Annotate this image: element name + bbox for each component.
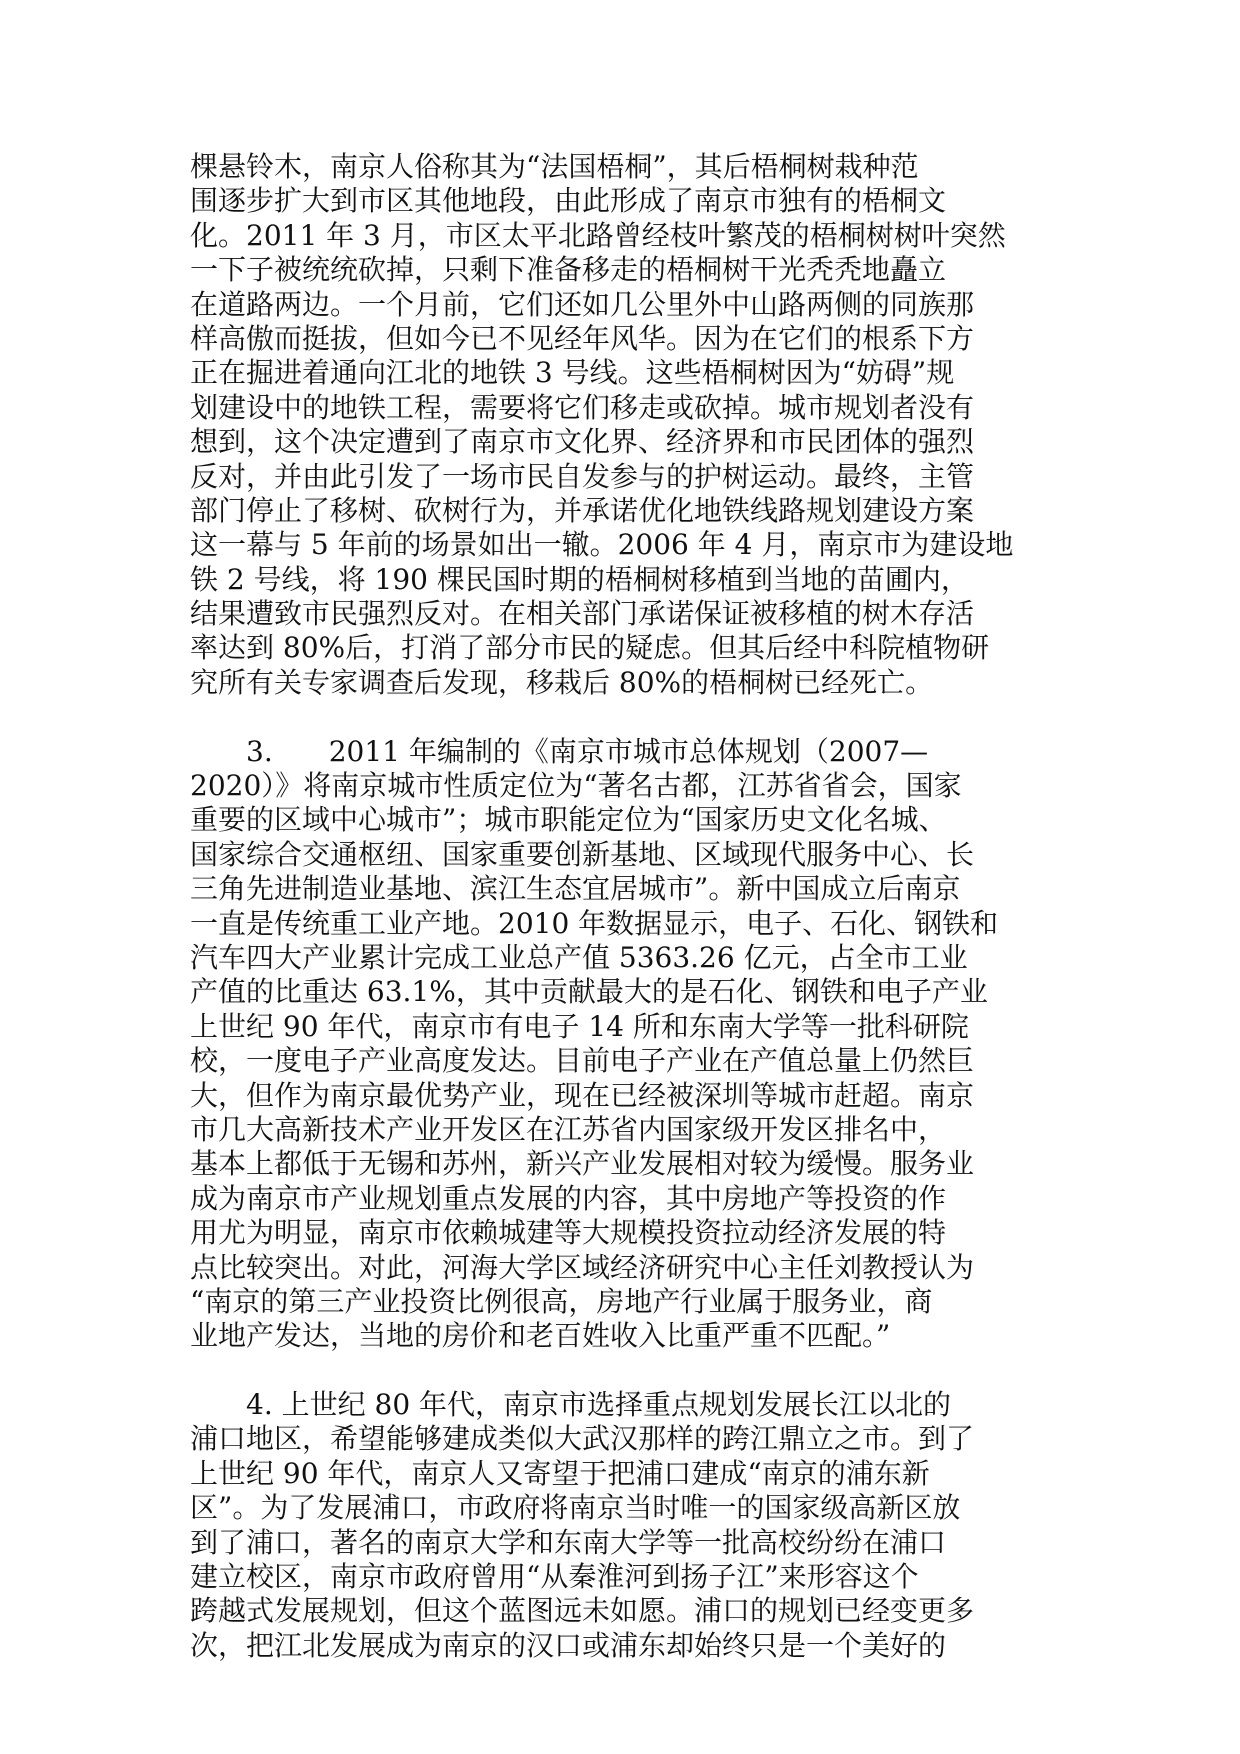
text-line: 上世纪 90 年代，南京市有电子 14 所和东南大学等一批科研院 [190, 1009, 969, 1043]
text-line: 想到，这个决定遭到了南京市文化界、经济界和市民团体的强烈 [190, 425, 975, 459]
text-line: “南京的第三产业投资比例很高，房地产行业属于服务业，商 [190, 1284, 933, 1318]
text-line: 三角先进制造业基地、滨江生态宜居城市”。新中国成立后南京 [190, 872, 961, 906]
text-line: 一下子被统统砍掉，只剩下准备移走的梧桐树干光秃秃地矗立 [190, 253, 947, 287]
text-line: 究所有关专家调查后发现，移栽后 80%的梧桐树已经死亡。 [190, 665, 934, 699]
text-line: 这一幕与 5 年前的场景如出一辙。2006 年 4 月，南京市为建设地 [190, 528, 1014, 562]
text-line: 正在掘进着通向江北的地铁 3 号线。这些梧桐树因为“妨碍”规 [190, 356, 955, 390]
text-line: 4. 上世纪 80 年代，南京市选择重点规划发展长江以北的 [190, 1388, 952, 1422]
text-line: 浦口地区，希望能够建成类似大武汉那样的跨江鼎立之市。到了 [190, 1422, 975, 1456]
text-line: 率达到 80%后，打消了部分市民的疑虑。但其后经中科院植物研 [190, 631, 990, 665]
text-line: 结果遭致市民强烈反对。在相关部门承诺保证被移植的树木存活 [190, 597, 975, 631]
text-line: 业地产发达，当地的房价和老百姓收入比重严重不匹配。” [190, 1319, 891, 1353]
paragraph-spacer [190, 1354, 1070, 1388]
text-line: 用尤为明显，南京市依赖城建等大规模投资拉动经济发展的特 [190, 1216, 947, 1250]
paragraph-2 [190, 735, 1070, 1354]
text-line: 铁 2 号线，将 190 棵民国时期的梧桐树移植到当地的苗圃内， [190, 562, 969, 596]
text-line: 建立校区，南京市政府曾用“从秦淮河到扬子江”来形容这个 [190, 1560, 919, 1594]
text-line: 化。2011 年 3 月，市区太平北路曾经枝叶繁茂的梧桐树树叶突然 [190, 218, 1006, 252]
text-line: 校，一度电子产业高度发达。目前电子产业在产值总量上仍然巨 [190, 1044, 975, 1078]
text-line: 围逐步扩大到市区其他地段，由此形成了南京市独有的梧桐文 [190, 184, 947, 218]
text-line: 成为南京市产业规划重点发展的内容，其中房地产等投资的作 [190, 1181, 947, 1215]
text-line: 样高傲而挺拔，但如今已不见经年风华。因为在它们的根系下方 [190, 321, 975, 355]
text-line: 重要的区域中心城市”；城市职能定位为“国家历史文化名城、 [190, 803, 947, 837]
text-line: 部门停止了移树、砍树行为，并承诺优化地铁线路规划建设方案 [190, 493, 975, 527]
text-line: 反对，并由此引发了一场市民自发参与的护树运动。最终，主管 [190, 459, 975, 493]
text-line: 点比较突出。对此，河海大学区域经济研究中心主任刘教授认为 [190, 1250, 975, 1284]
text-line: 上世纪 90 年代，南京人又寄望于把浦口建成“南京的浦东新 [190, 1456, 930, 1490]
paragraph-1 [190, 150, 1070, 700]
text-line: 国家综合交通枢纽、国家重要创新基地、区域现代服务中心、长 [190, 837, 975, 871]
text-line: 划建设中的地铁工程，需要将它们移走或砍掉。城市规划者没有 [190, 390, 975, 424]
text-line: 市几大高新技术产业开发区在江苏省内国家级开发区排名中， [190, 1112, 947, 1146]
text-line: 基本上都低于无锡和苏州，新兴产业发展相对较为缓慢。服务业 [190, 1147, 975, 1181]
text-line: 产值的比重达 63.1%，其中贡献最大的是石化、钢铁和电子产业 [190, 975, 988, 1009]
text-line: 一直是传统重工业产地。2010 年数据显示，电子、石化、钢铁和 [190, 906, 999, 940]
document-page [190, 150, 1070, 1663]
text-line: 2020）》将南京城市性质定位为“著名古都，江苏省省会，国家 [190, 769, 962, 803]
text-line: 汽车四大产业累计完成工业总产值 5363.26 亿元，占全市工业 [190, 940, 968, 974]
text-line: 3. 2011 年编制的《南京市城市总体规划（2007— [190, 734, 929, 768]
text-line: 棵悬铃木，南京人俗称其为“法国梧桐”，其后梧桐树栽种范 [190, 150, 919, 183]
text-line: 跨越式发展规划，但这个蓝图远未如愿。浦口的规划已经变更多 [190, 1594, 975, 1628]
paragraph-spacer [190, 700, 1070, 734]
text-line: 在道路两边。一个月前，它们还如几公里外中山路两侧的同族那 [190, 287, 975, 321]
paragraph-3 [190, 1388, 1070, 1663]
text-line: 区”。为了发展浦口，市政府将南京当时唯一的国家级高新区放 [190, 1491, 961, 1525]
text-line: 到了浦口，著名的南京大学和东南大学等一批高校纷纷在浦口 [190, 1525, 947, 1559]
text-line: 大，但作为南京最优势产业，现在已经被深圳等城市赶超。南京 [190, 1078, 975, 1112]
text-line: 次，把江北发展成为南京的汉口或浦东却始终只是一个美好的 [190, 1628, 947, 1662]
